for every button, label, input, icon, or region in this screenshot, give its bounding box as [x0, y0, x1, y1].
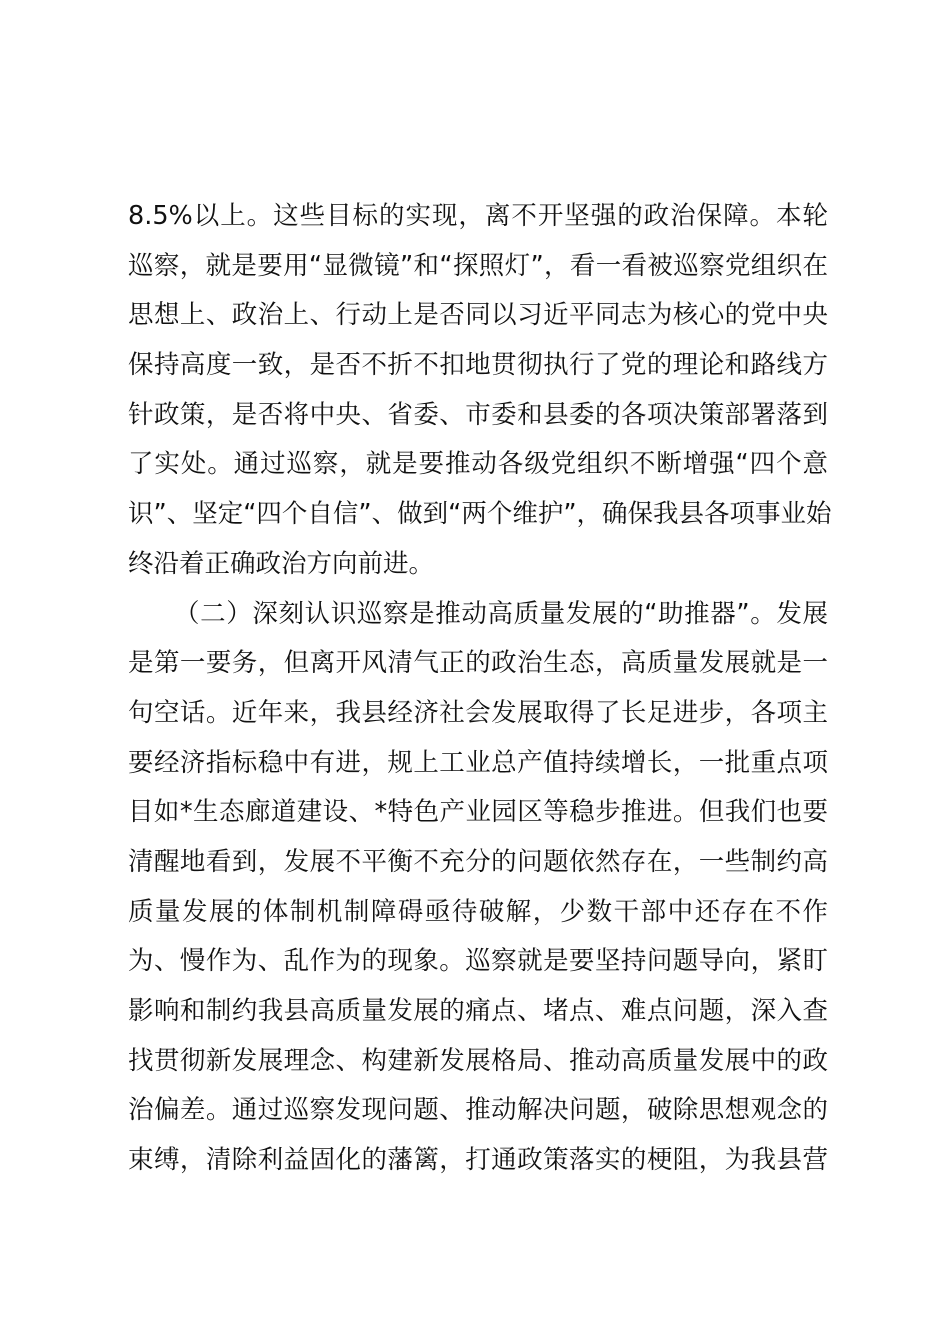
text-line: 找贯彻新发展理念、构建新发展格局、推动高质量发展中的政	[128, 1045, 828, 1076]
text-line: 清醒地看到，发展不平衡不充分的问题依然存在，一些制约高	[128, 846, 828, 877]
text-line: 为、慢作为、乱作为的现象。巡察就是要坚持问题导向，紧盯	[128, 946, 828, 977]
section-heading-line: （二）深刻认识巡察是推动高质量发展的“助推器”。发展	[174, 598, 828, 629]
text-line: 思想上、政治上、行动上是否同以习近平同志为核心的党中央	[128, 300, 828, 331]
text-line: 巡察，就是要用“显微镜”和“探照灯”，看一看被巡察党组织在	[128, 250, 828, 281]
document-body	[128, 192, 832, 1186]
text-line: 是第一要务，但离开风清气正的政治生态，高质量发展就是一	[128, 648, 828, 679]
text-line: 要经济指标稳中有进，规上工业总产值持续增长，一批重点项	[128, 747, 828, 778]
text-line: 针政策，是否将中央、省委、市委和县委的各项决策部署落到	[128, 399, 828, 430]
text-line: 终沿着正确政治方向前进。	[128, 548, 435, 579]
text-line: 保持高度一致，是否不折不扣地贯彻执行了党的理论和路线方	[128, 350, 828, 381]
text-line: 8.5%以上。这些目标的实现，离不开坚强的政治保障。本轮	[128, 201, 828, 231]
text-line: 影响和制约我县高质量发展的痛点、堵点、难点问题，深入查	[128, 996, 828, 1026]
text-line: 束缚，清除利益固化的藩篱，打通政策落实的梗阻，为我县营	[128, 1145, 828, 1176]
text-line: 识”、坚定“四个自信”、做到“两个维护”，确保我县各项事业始	[128, 499, 832, 530]
text-line: 了实处。通过巡察，就是要推动各级党组织不断增强“四个意	[128, 449, 828, 480]
text-line: 质量发展的体制机制障碍亟待破解，少数干部中还存在不作	[128, 896, 828, 927]
text-line: 句空话。近年来，我县经济社会发展取得了长足进步，各项主	[128, 697, 828, 728]
paragraph-2	[128, 590, 828, 1186]
text-line: 治偏差。通过巡察发现问题、推动解决问题，破除思想观念的	[128, 1095, 828, 1126]
text-line: 目如*生态廊道建设、*特色产业园区等稳步推进。但我们也要	[128, 797, 828, 828]
paragraph-1	[128, 192, 832, 590]
